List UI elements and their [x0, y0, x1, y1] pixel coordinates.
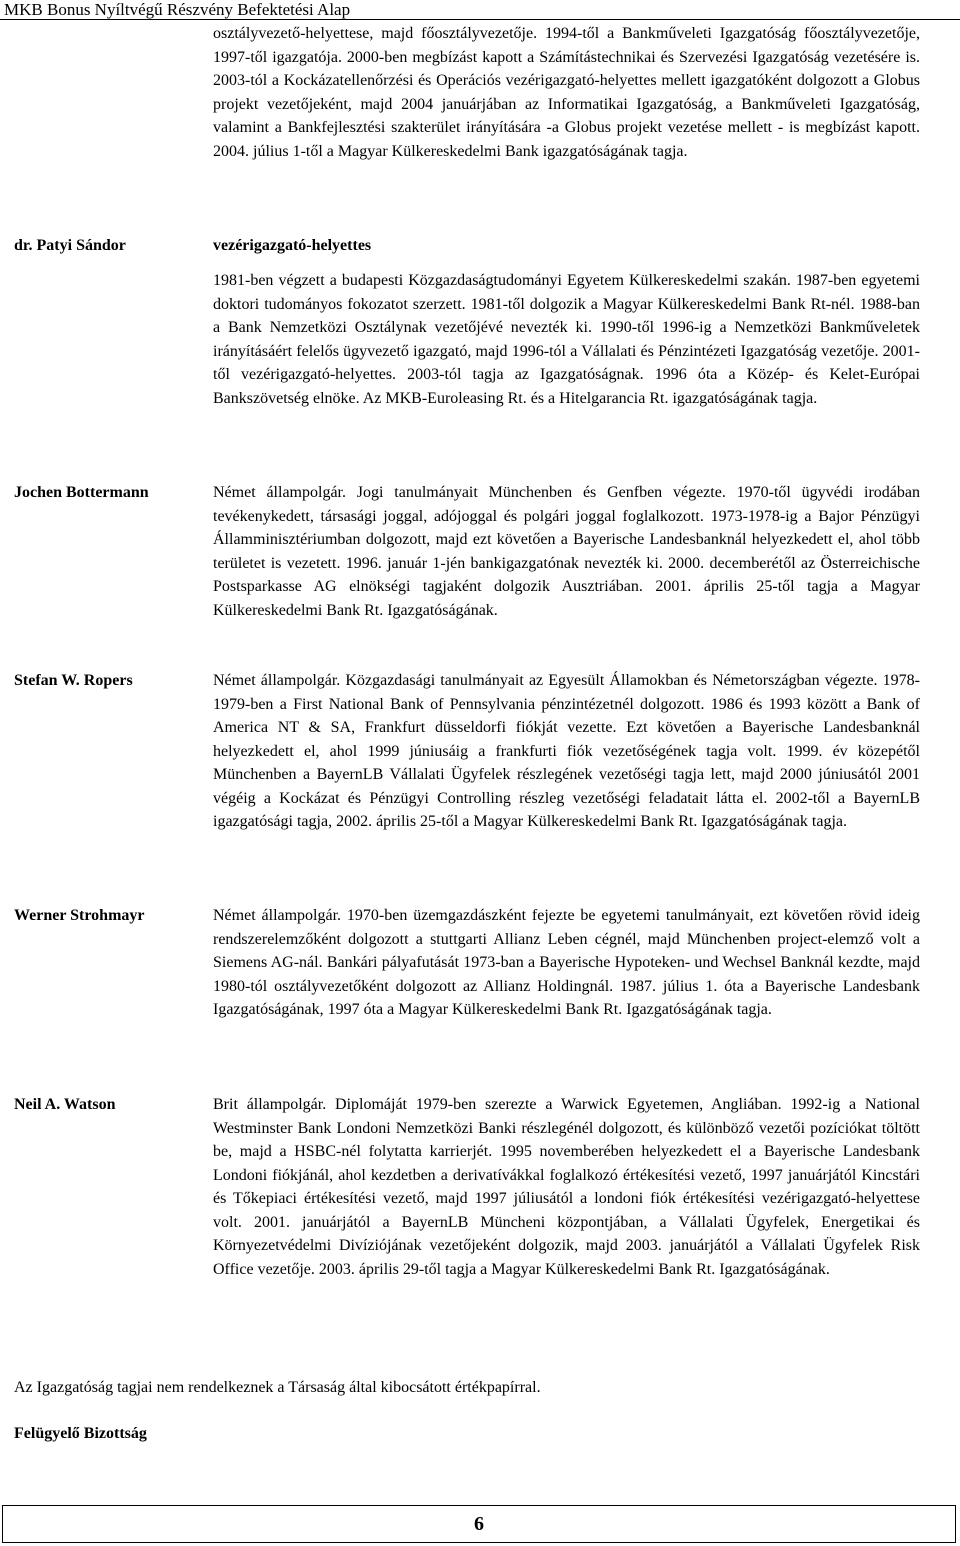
member-name-strohmayr: Werner Strohmayr	[14, 907, 145, 924]
page-number: 6	[474, 1512, 484, 1535]
member-bio-ropers: Német állampolgár. Közgazdasági tanulmányait az Egyesült Államokban és Németországban végezte. 1978-1979-ben a First National Bank of Pennsylvania pénzintézetnél dolgozott. 1986 és 1993 között a Bank of America NT & SA, Frankfurt düsseldorfi fiókját vezette. Ezt követően a Bayerische Landesbanknál helyezkedett el, ahol 1999 júniusáig a frankfurti fiók vezetőségének tagja volt. 1999. év közepétől Münchenben a BayernLB Vállalati Ügyfelek részlegének vezetőségi tagja lett, majd 2000 júniusától 2001 végéig a Kockázat és Pénzügyi Controlling részleg vezetőségi feladatait látta el. 2002-től a BayernLB igazgatósági tagja, 2002. április 25-től a Magyar Külkereskedelmi Bank Rt. Igazgatóságának tagja.	[213, 672, 920, 830]
member-name-ropers: Stefan W. Ropers	[14, 672, 133, 689]
section-heading: Felügyelő Bizottság	[14, 1425, 147, 1442]
member-name-watson: Neil A. Watson	[14, 1096, 116, 1113]
member-bio-bottermann: Német állampolgár. Jogi tanulmányait Münchenben és Genfben végezte. 1970-től ügyvédi irodában tevékenykedett, társasági joggal, adójoggal és polgári joggal foglalkozott. 1973-1978-ig a Bajor Pénzügyi Államminisztériumban dolgozott, majd ezt követően a Bayerische Landesbanknál helyezkedett el, ahol több területet is vezetett. 1996. január 1-jén bankigazgatónak nevezték ki. 2000. decemberétől az Österreichische Postsparkasse AG elnökségi tagjaként dolgozik Ausztriában. 2001. április 25-től tagja a Magyar Külkereskedelmi Bank Rt. Igazgatóságának.	[213, 484, 920, 619]
closing-note: Az Igazgatóság tagjai nem rendelkeznek a Társaság által kibocsátott értékpapírral.	[14, 1379, 541, 1396]
member-bio-strohmayr: Német állampolgár. 1970-ben üzemgazdászként fejezte be egyetemi tanulmányait, ezt követően rövid ideig rendszerelemzőként dolgozott a stuttgarti Allianz Leben cégnél, majd Münchenben project-elemző volt a Siemens AG-nál. Bankári pályafutását 1973-ban a Bayerische Hypoteken- und Wechsel Banknál kezdte, majd 1980-tól osztályvezetőként dolgozott az Allianz Holdingnál. 1987. július 1. óta a Bayerische Landesbank Igazgatóságának, 1997 óta a Magyar Külkereskedelmi Bank Rt. Igazgatóságának tagja.	[213, 907, 920, 1018]
intro-paragraph: osztályvezető-helyettese, majd főosztályvezetője. 1994-től a Bankműveleti Igazgatóság főosztályvezetője, 1997-től igazgatója. 2000-ben megbízást kapott a Számítástechnikai és Szervezési Igazgatóság vezetésére is. 2003-tól a Kockázatellenőrzési és Operációs vezérigazgató-helyettes mellett igazgatóként dolgozott a Globus projekt vezetőjeként, majd 2004 januárjában az Informatikai Igazgatóság, a Bankműveleti Igazgatóság, valamint a Bankfejlesztési szakterület irányítására -a Globus projekt vezetése mellett - is megbízást kapott. 2004. július 1-től a Magyar Külkereskedelmi Bank igazgatóságának tagja.	[213, 25, 920, 160]
member-name-bottermann: Jochen Bottermann	[14, 484, 149, 501]
member-name-patyi: dr. Patyi Sándor	[14, 237, 126, 254]
member-role-patyi: vezérigazgató-helyettes	[213, 237, 372, 254]
page-footer	[2, 1505, 956, 1543]
member-bio-patyi: 1981-ben végzett a budapesti Közgazdaságtudományi Egyetem Külkereskedelmi szakán. 1987-ben egyetemi doktori tudományos fokozatot szerzett. 1981-től dolgozik a Magyar Külkereskedelmi Bank Rt-nél. 1988-ban a Bank Nemzetközi Osztálynak vezetőjévé nevezték ki. 1990-től 1996-ig a Nemzetközi Bankműveletek irányításáért felelős ügyvezető igazgató, majd 1996-tól a Vállalati és Pénzintézeti Igazgatóság vezetője. 2001-től vezérigazgató-helyettes. 2003-tól tagja az Igazgatóságnak. 1996 óta a Közép- és Kelet-Európai Bankszövetség elnöke. Az MKB-Euroleasing Rt. és a Hitelgarancia Rt. igazgatóságának tagja.	[213, 272, 920, 407]
member-bio-watson: Brit állampolgár. Diplomáját 1979-ben szerezte a Warwick Egyetemen, Angliában. 1992-ig a National Westminster Bank Londoni Nemzetközi Banki részlegénél dolgozott, és különböző vezetői pozíciókat töltött be, majd a HSBC-nél folytatta karrierjét. 1995 novemberében helyezkedett el a Bayerische Landesbank Londoni fiókjánál, ahol kezdetben a derivatívákkal foglalkozó értékesítési vezető, 1997 januárjától Kincstári és Tőkepiaci értékesítési vezető, majd 1997 júliusától a londoni fiók értékesítési vezérigazgató-helyettese volt. 2001. januárjától a BayernLB Müncheni központjában, a Vállalati Ügyfelek, Energetikai és Környezetvédelmi Divíziójának vezetőjeként dolgozik, majd 2003. januárjától a Vállalati Ügyfelek Risk Office vezetője. 2003. április 29-től tagja a Magyar Külkereskedelmi Bank Rt. Igazgatóságának.	[213, 1096, 920, 1278]
document-header: MKB Bonus Nyíltvégű Részvény Befektetési Alap	[0, 0, 960, 20]
